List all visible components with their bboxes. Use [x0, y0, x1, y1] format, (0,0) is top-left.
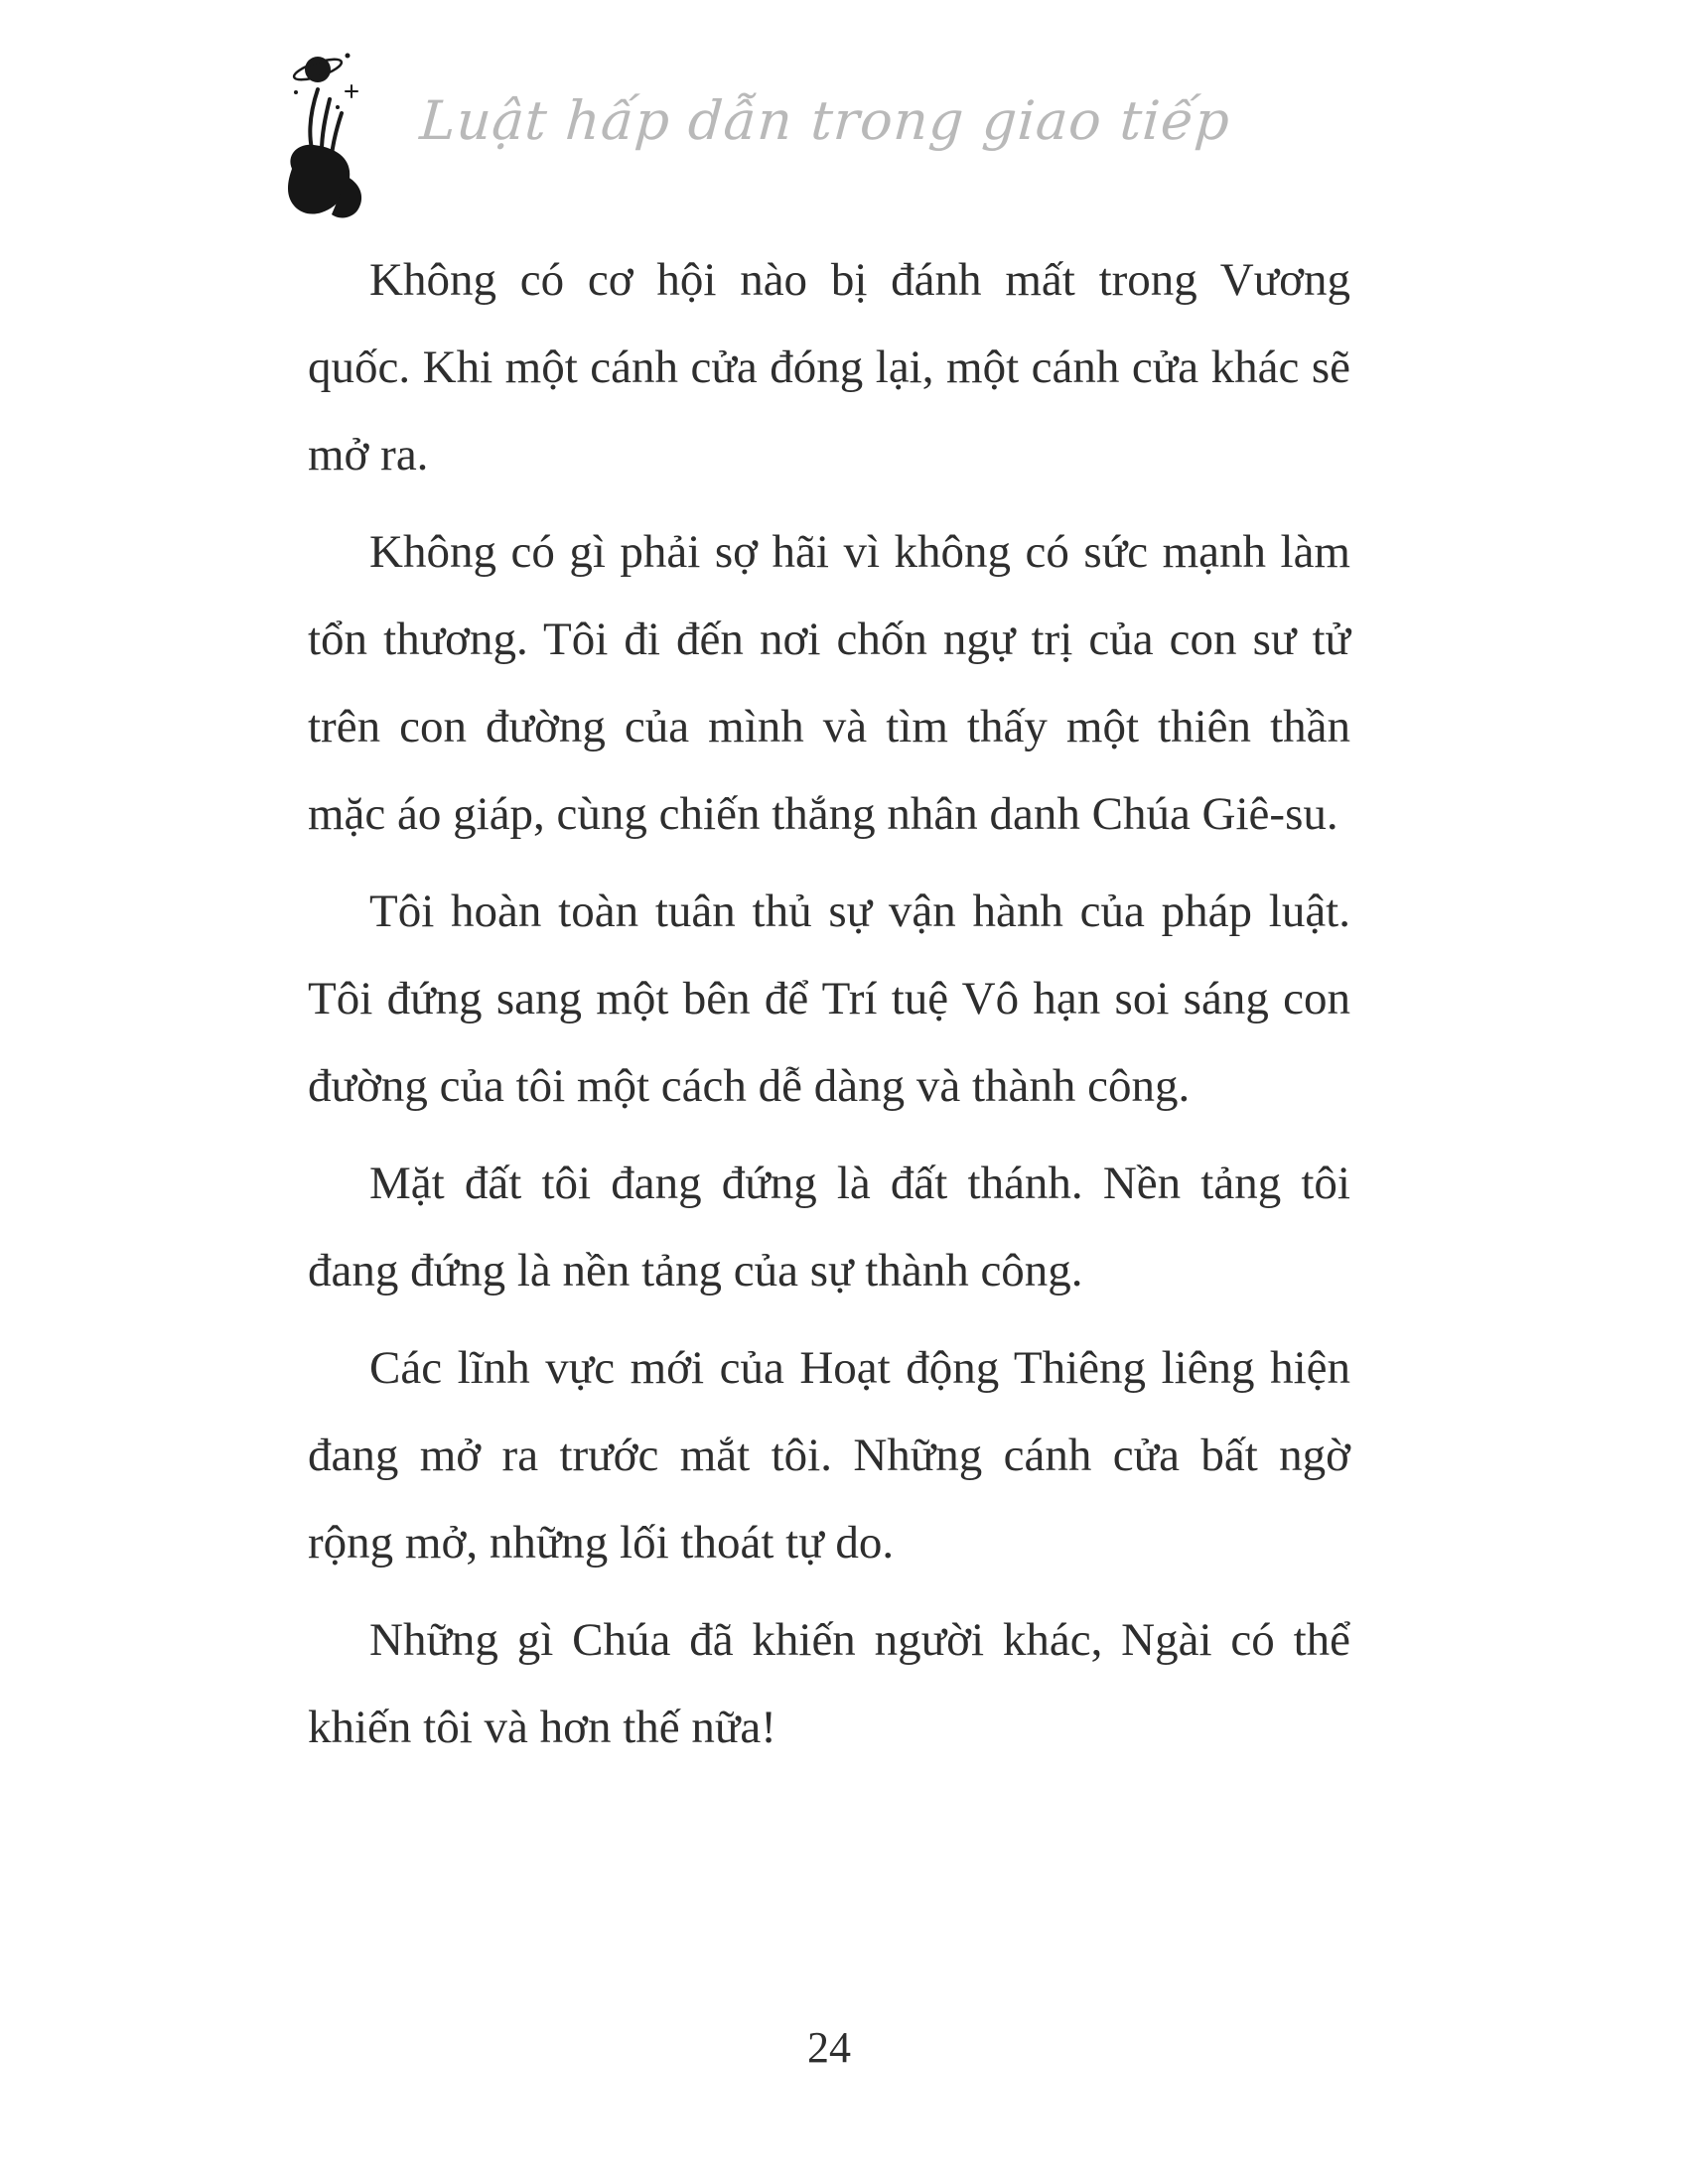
- running-header-title: Luật hấp dẫn trong giao tiếp: [417, 89, 1233, 152]
- body-paragraph: Không có cơ hội nào bị đánh mất trong Vương quốc. Khi một cánh cửa đóng lại, một cánh cửa khác sẽ mở ra.: [308, 254, 1350, 480]
- body-paragraph: Không có gì phải sợ hãi vì không có sức mạnh làm tổn thương. Tôi đi đến nơi chốn ngự trị của con sư tử trên con đường của mình và tìm thấy một thiên thần mặc áo giáp, cùng chiến thắng nhân danh Chúa Giê-su.: [308, 526, 1350, 840]
- body-paragraph: Các lĩnh vực mới của Hoạt động Thiêng liêng hiện đang mở ra trước mắt tôi. Những cánh cửa bất ngờ rộng mở, những lối thoát tự do.: [308, 1342, 1350, 1569]
- hand-holding-planet-icon: [278, 38, 392, 231]
- body-paragraph: Tôi hoàn toàn tuân thủ sự vận hành của pháp luật. Tôi đứng sang một bên để Trí tuệ Vô hạn soi sáng con đường của tôi một cách dễ dàng và thành công.: [308, 886, 1350, 1112]
- body-paragraph: Những gì Chúa đã khiến người khác, Ngài có thể khiến tôi và hơn thế nữa!: [308, 1614, 1350, 1753]
- running-header: [278, 38, 1233, 231]
- page-number: 24: [807, 2023, 851, 2072]
- body-paragraph: Mặt đất tôi đang đứng là đất thánh. Nền tảng tôi đang đứng là nền tảng của sự thành công.: [308, 1158, 1350, 1297]
- page-body-text: [308, 236, 1350, 1781]
